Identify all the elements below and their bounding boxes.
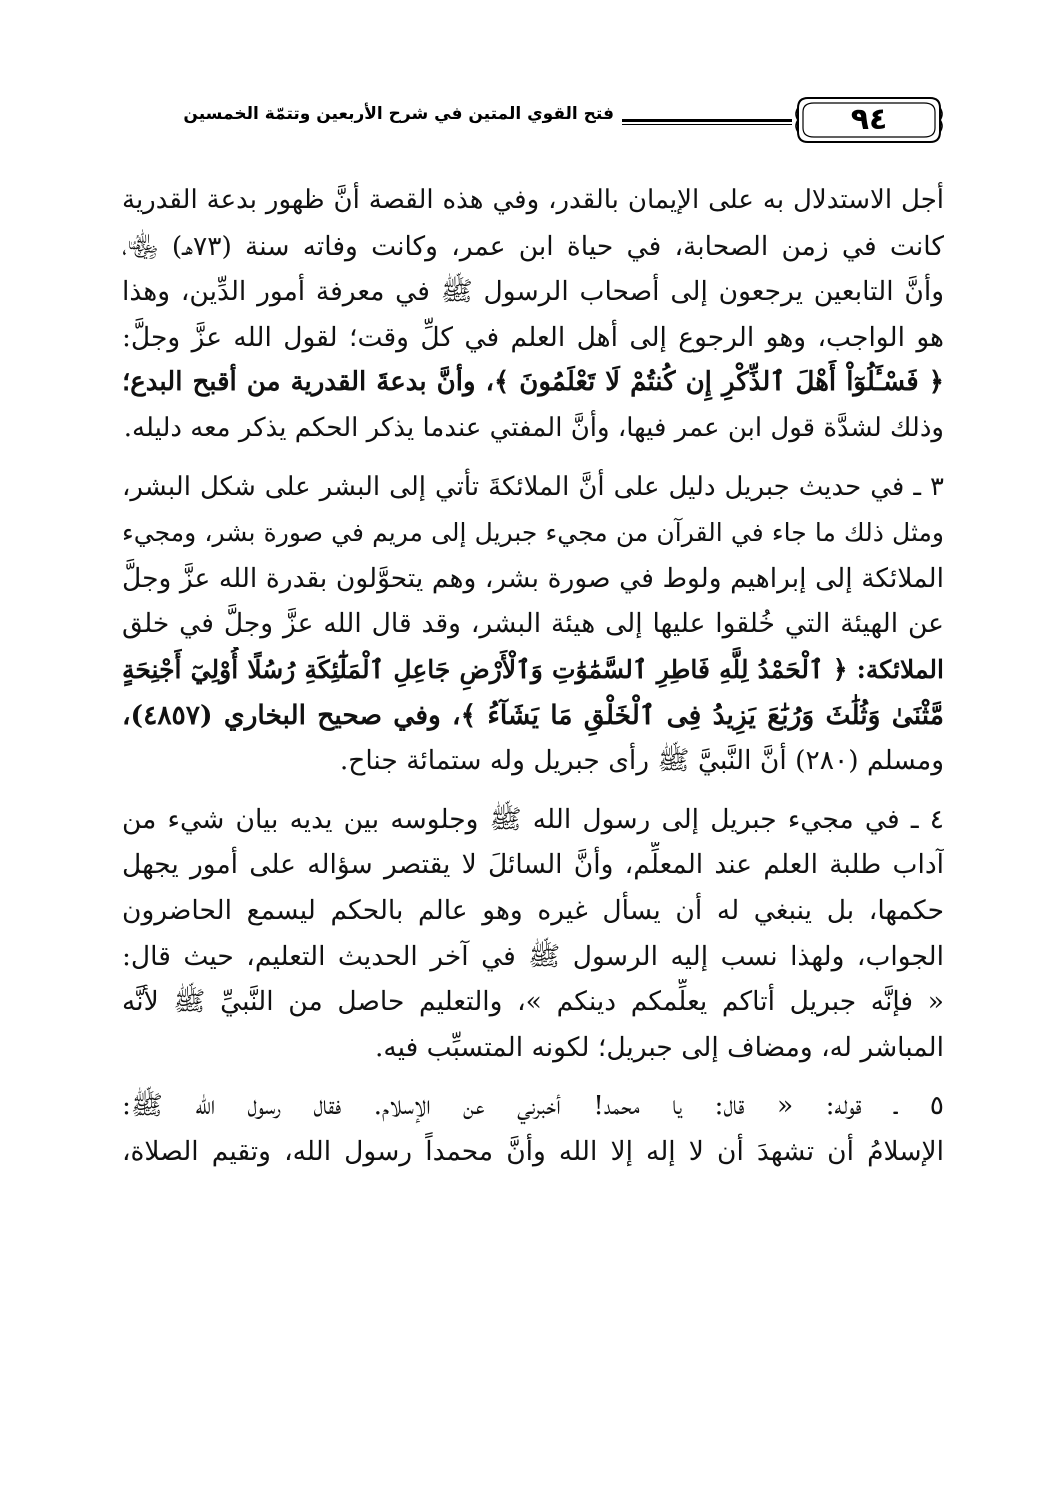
page-number-frame xyxy=(794,92,944,148)
paragraph xyxy=(122,465,944,784)
text-line: وذلك لشدَّة قول ابن عمر فيها، وأنَّ المفتي عندما يذكر الحكم يذكر معه دليله. xyxy=(123,412,944,443)
text-line: عن الهيئة التي خُلقوا عليها إلى هيئة البشر، وقد قال الله عزَّ وجلَّ في خلق xyxy=(122,608,944,640)
text-line: كانت في زمن الصحابة، في حياة ابن عمر، وكانت وفاته سنة (٧٣هـ) ﵄، xyxy=(122,230,944,262)
text-line: أجل الاستدلال به على الإيمان بالقدر، وفي هذه القصة أنَّ ظهور بدعة القدرية xyxy=(122,185,944,215)
text-line: الإسلامُ أن تشهدَ أن لا إله إلا الله وأنَّ محمداً رسول الله، وتقيم الصلاة، xyxy=(122,1135,944,1167)
page-header xyxy=(118,92,944,150)
text-line-quran-verse: مَّثْنَىٰ وَثُلَٰثَ وَرُبَٰعَ يَزِيدُ فِى ٱلْخَلْقِ مَا يَشَآءُ ﴾، وفي صحيح البخاري (٤٨٥٧)، xyxy=(122,699,944,731)
text-line: هو الواجب، وهو الرجوع إلى أهل العلم في كلِّ وقت؛ لقول الله عزَّ وجلَّ: xyxy=(122,321,944,353)
text-line: ومسلم (٢٨٠) أنَّ النَّبيَّ ﷺ رأى جبريل وله ستمائة جناح. xyxy=(339,745,944,777)
paragraph-gap xyxy=(122,784,944,797)
text-line: ومثل ذلك ما جاء في القرآن من مجيء جبريل إلى مريم في صورة بشر، ومجيء xyxy=(122,518,944,548)
paragraph xyxy=(122,178,944,452)
paragraph xyxy=(122,1083,944,1174)
text-line: الملائكة إلى إبراهيم ولوط في صورة بشر، وهم يتحوَّلون بقدرة الله عزَّ وجلَّ xyxy=(122,562,944,594)
page-number: ٩٤ xyxy=(850,102,888,137)
text-line: آداب طلبة العلم عند المعلِّم، وأنَّ السائلَ لا يقتصر سؤاله على أمور يجهل xyxy=(122,849,944,881)
text-line: حكمها، بل ينبغي له أن يسأل غيره وهو عالم بالحكم ليسمع الحاضرون xyxy=(122,894,944,926)
text-line: ٤ ـ في مجيء جبريل إلى رسول الله ﷺ وجلوسه بين يديه بيان شيء من xyxy=(122,803,944,835)
book-title: فتح القوي المتين في شرح الأربعين وتتمّة الخمسين xyxy=(183,104,614,124)
body-text xyxy=(122,178,944,1174)
text-line: المباشر له، ومضاف إلى جبريل؛ لكونه المتسبِّب فيه. xyxy=(374,1031,944,1063)
paragraph xyxy=(122,797,944,1071)
text-line: وأنَّ التابعين يرجعون إلى أصحاب الرسول ﷺ في معرفة أمور الدِّين، وهذا xyxy=(122,276,944,308)
paragraph-gap xyxy=(122,1070,944,1083)
header-rule xyxy=(622,119,792,125)
text-line: ٣ ـ في حديث جبريل دليل على أنَّ الملائكةَ تأتي إلى البشر على شكل البشر، xyxy=(122,471,944,502)
text-line-quran-verse: الملائكة: ﴿ ٱلْحَمْدُ لِلَّهِ فَاطِرِ ٱلسَّمَٰوَٰتِ وَٱلْأَرْضِ جَاعِلِ ٱلْمَلَٰٓئِكَةِ رُسُلًا أُوْلِيٓ أَجْنِحَةٍ xyxy=(122,654,944,684)
text-line: ٥ ـ قوله: « قال: يا محمد! أخبرني عن الإسلام. فقال رسول الله ﷺ: xyxy=(122,1090,944,1122)
text-line-quran-verse: ﴿ فَسْـَٔلُوٓاْ أَهْلَ ٱلذِّكْرِ إِن كُنتُمْ لَا تَعْلَمُونَ ﴾، وأنَّ بدعةَ القدرية من أقبح البدع؛ xyxy=(122,367,944,398)
paragraph-gap xyxy=(122,452,944,465)
text-line: الجواب، ولهذا نسب إليه الرسول ﷺ في آخر الحديث التعليم، حيث قال: xyxy=(122,940,944,972)
text-line: « فإنَّه جبريل أتاكم يعلِّمكم دينكم »، والتعليم حاصل من النَّبيِّ ﷺ لأنَّه xyxy=(122,986,944,1018)
